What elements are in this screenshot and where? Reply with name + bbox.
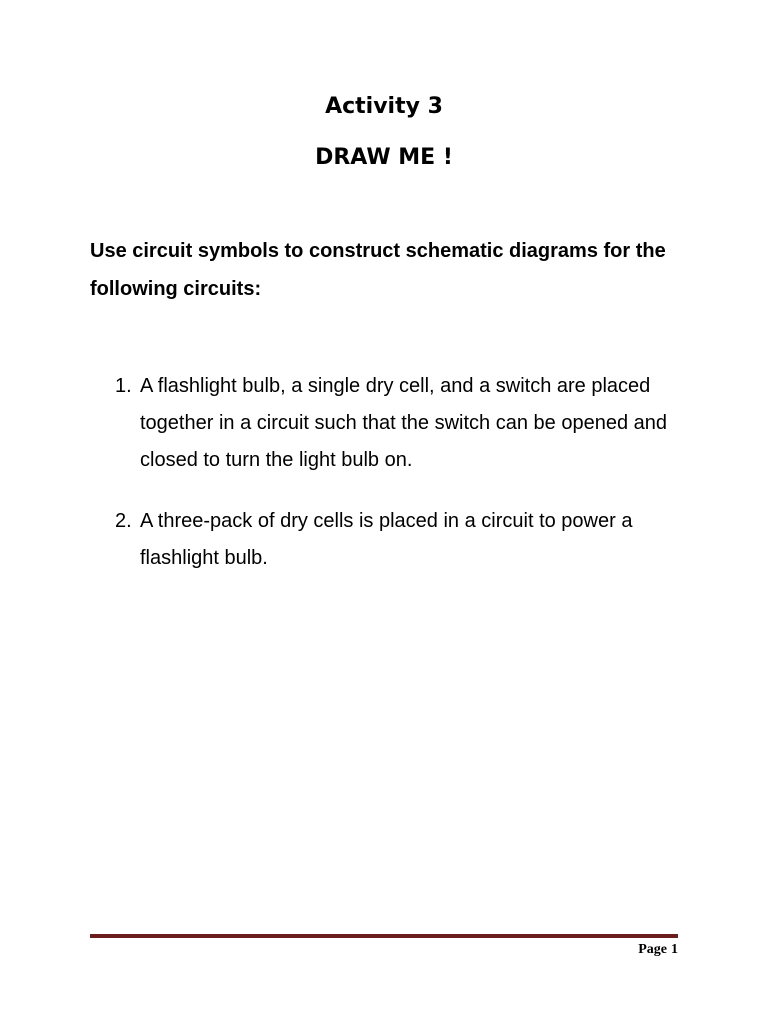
task-item-1 [0,368,680,479]
task-text: A three-pack of dry cells is placed in a circuit to power a flashlight bulb. [140,510,633,569]
page-number-value: 1 [671,942,678,957]
task-item-2 [0,503,680,577]
task-number: 1. [115,375,132,397]
activity-subtitle: DRAW ME ! [315,145,453,170]
task-list [0,368,768,601]
task-number: 2. [115,510,132,532]
page-label: Page [638,942,667,957]
activity-title: Activity 3 [325,94,443,119]
instruction-text: Use circuit symbols to construct schematic diagrams for the following circuits: [90,240,666,300]
task-text: A flashlight bulb, a single dry cell, and a switch are placed together in a circuit such that the switch can be opened and closed to turn the light bulb on. [140,375,668,471]
footer-divider [90,934,678,938]
page-number [638,940,678,960]
